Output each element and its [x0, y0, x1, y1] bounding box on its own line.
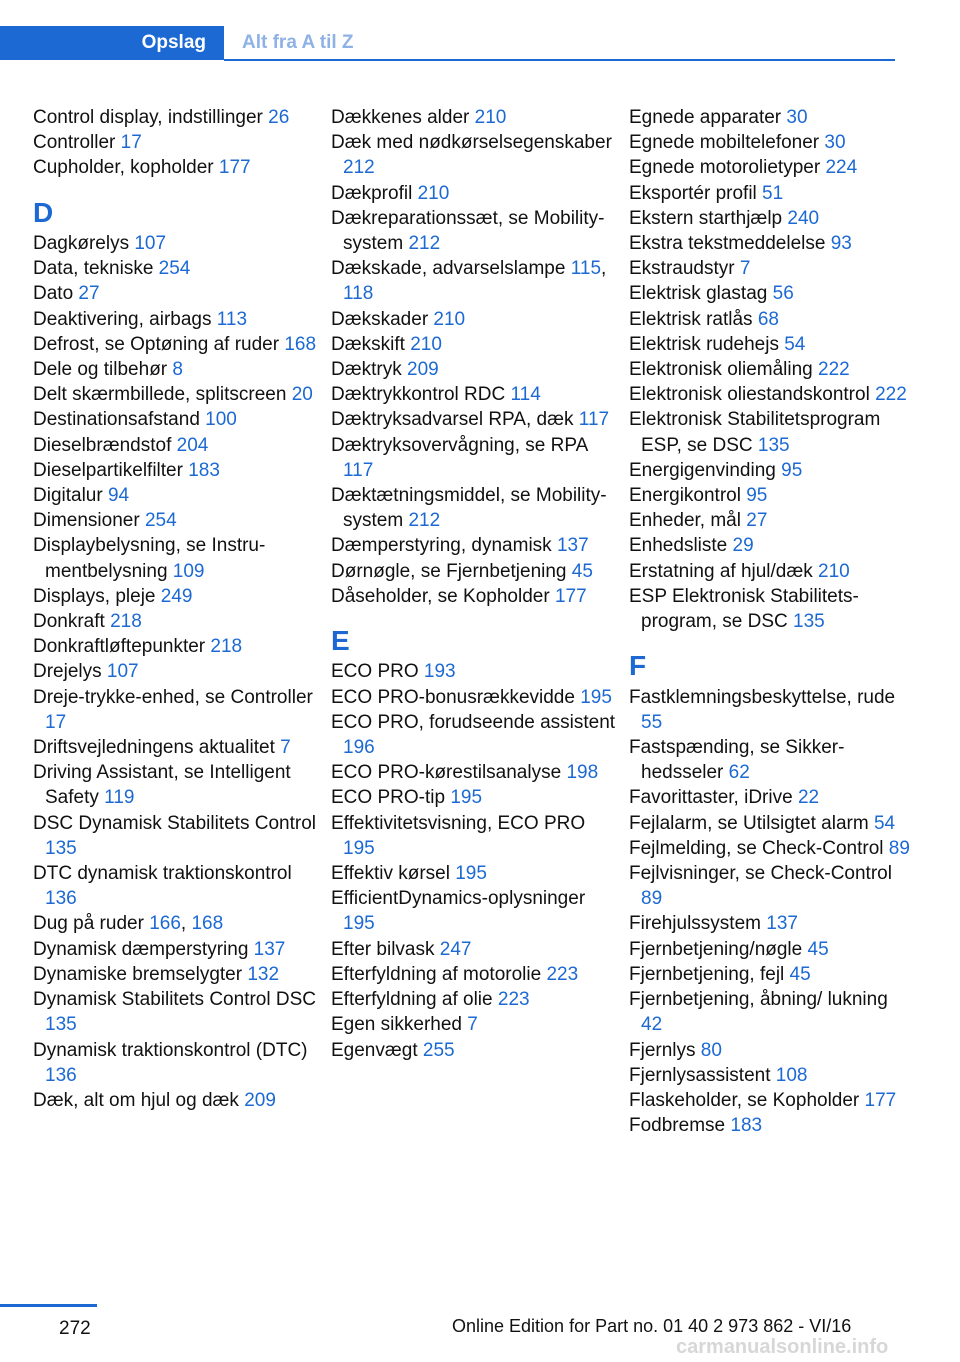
footer-rule	[0, 1304, 97, 1307]
index-column-1	[33, 105, 318, 1113]
index-entry	[33, 130, 318, 155]
index-term: Elektronisk Stabilitetsprogram ESP, se DSC	[629, 409, 881, 456]
index-entry	[629, 811, 914, 836]
index-entry	[33, 382, 318, 407]
index-term: Elektrisk ratlås	[629, 308, 758, 330]
index-term: Elektrisk glastag	[629, 283, 773, 305]
index-term: Enhedsliste	[629, 535, 733, 557]
index-entry	[629, 256, 914, 281]
page-link[interactable]: 117	[343, 459, 374, 481]
index-entry	[331, 1038, 616, 1063]
page-link[interactable]: 195	[580, 686, 612, 708]
index-term: Effektiv kørsel	[331, 863, 456, 885]
index-column-2	[331, 105, 616, 1063]
index-term: Fejlvisninger, se Check-Control	[629, 863, 892, 885]
index-term: Fodbremse	[629, 1115, 731, 1137]
index-entry	[629, 584, 914, 634]
index-entry	[33, 634, 318, 659]
index-entry	[331, 987, 616, 1012]
index-term: Dimensioner	[33, 510, 145, 532]
index-term: Erstatning af hjul/dæk	[629, 560, 819, 582]
index-entry	[629, 231, 914, 256]
index-term: ECO PRO-bonusrækkevidde	[331, 686, 581, 708]
index-entry	[33, 533, 318, 583]
index-term: Elektrisk rudehejs	[629, 333, 785, 355]
index-entry	[33, 735, 318, 760]
index-entry	[33, 937, 318, 962]
index-entry	[331, 533, 616, 558]
index-term: Egnede motorolietyper	[629, 157, 826, 179]
index-term: Driving Assistant, se Intelligent Safety	[33, 762, 291, 809]
page-link[interactable]: 254	[144, 510, 177, 532]
index-term: Elektronisk oliemåling	[629, 359, 819, 381]
page-link[interactable]: 177	[864, 1089, 897, 1111]
index-entry	[331, 206, 616, 256]
page-link[interactable]: 26	[268, 107, 290, 128]
index-term: Dørnøgle, se Fjernbetjening	[331, 560, 572, 582]
page-link[interactable]: 135	[45, 1014, 77, 1036]
watermark: carmanualsonline.info	[676, 1336, 889, 1358]
index-entry	[629, 307, 914, 332]
page-link[interactable]: 195	[455, 863, 487, 885]
index-term: ECO PRO	[331, 661, 424, 683]
index-term: Displaybelysning, se Instrumentbelysning	[33, 535, 266, 582]
index-term: Controller	[33, 132, 121, 154]
index-term: Dækreparationssæt, se Mobility-system	[331, 207, 605, 255]
index-term: Fejlmelding, se Check-Control	[629, 837, 889, 859]
index-term: Data, tekniske	[33, 258, 159, 280]
page-link[interactable]: 68	[757, 308, 779, 330]
index-term: Favorittaster, iDrive	[629, 787, 798, 809]
page-link[interactable]: 115	[570, 258, 602, 280]
index-term: Dæktryk	[331, 359, 407, 381]
page-link[interactable]: 168	[284, 333, 317, 355]
index-entry	[331, 256, 616, 306]
page-link[interactable]: 100	[205, 409, 237, 431]
index-entry	[33, 105, 318, 130]
page-link[interactable]: 195	[450, 787, 483, 809]
page-link[interactable]: 222	[875, 384, 907, 406]
page-link[interactable]: 7	[467, 1014, 478, 1036]
page-link[interactable]: 45	[807, 938, 829, 960]
index-entry	[331, 1012, 616, 1037]
page-link[interactable]: 17	[120, 132, 142, 154]
page-link[interactable]: 137	[253, 938, 286, 960]
page-link[interactable]: 93	[830, 233, 852, 255]
index-term: Dæk, alt om hjul og dæk	[33, 1089, 245, 1111]
index-entry	[331, 962, 616, 987]
index-entry	[331, 584, 616, 609]
index-entry	[629, 332, 914, 357]
index-entry	[33, 281, 318, 306]
page-link[interactable]: 29	[732, 535, 754, 557]
page-link[interactable]: 210	[410, 333, 442, 355]
page-link[interactable]: 223	[546, 963, 579, 985]
index-entry	[33, 659, 318, 684]
index-term: Fjernlysassistent	[629, 1064, 776, 1086]
index-term: Dele og tilbehør	[33, 359, 173, 381]
index-entry	[33, 357, 318, 382]
index-term: Ekstra tekstmeddelelse	[629, 233, 831, 255]
page-separator: ,	[180, 913, 192, 935]
page-link[interactable]: 20	[291, 384, 313, 406]
header-tabs	[0, 26, 895, 60]
page-link[interactable]: 212	[408, 510, 441, 532]
index-entry	[629, 130, 914, 155]
edition-note: Online Edition for Part no. 01 40 2 973 862 - VI/16	[452, 1316, 852, 1336]
index-term: Eksportér profil	[629, 182, 763, 204]
page-link[interactable]: 166	[149, 913, 181, 935]
index-entry	[33, 256, 318, 281]
index-entry	[33, 685, 318, 735]
index-entry	[629, 508, 914, 533]
index-entry	[33, 1038, 318, 1088]
index-term: Energikontrol	[629, 485, 747, 507]
index-entry	[331, 307, 616, 332]
index-entry	[331, 483, 616, 533]
page-link[interactable]: 30	[824, 132, 846, 154]
index-term: Dieselbrændstof	[33, 434, 177, 456]
index-entry	[629, 1063, 914, 1088]
index-term: Egnede apparater	[629, 107, 787, 128]
page-link[interactable]: 135	[757, 434, 790, 456]
index-term: Fjernbetjening/nøgle	[629, 938, 808, 960]
index-term: Dæktryksadvarsel RPA, dæk	[331, 409, 579, 431]
index-term: Egen sikkerhed	[331, 1014, 468, 1036]
page-link[interactable]: 89	[888, 837, 910, 859]
page-link[interactable]: 117	[578, 409, 610, 431]
page-link[interactable]: 222	[818, 359, 850, 381]
index-term: Cupholder, kopholder	[33, 157, 219, 179]
index-term: ECO PRO-kørestilsanalyse	[331, 762, 567, 784]
index-term: Donkraft	[33, 611, 111, 633]
page-link[interactable]: 193	[423, 661, 456, 683]
page-link[interactable]: 210	[818, 560, 850, 582]
index-term: Defrost, se Optøning af ruder	[33, 333, 285, 355]
index-entry	[331, 811, 616, 861]
page-link[interactable]: 249	[160, 585, 193, 607]
page-link[interactable]: 212	[343, 157, 375, 179]
page-link[interactable]: 132	[247, 963, 280, 985]
page-link[interactable]: 22	[797, 787, 820, 809]
page-link[interactable]: 108	[775, 1064, 808, 1086]
page-link[interactable]: 95	[746, 485, 768, 507]
index-term: Dæktryksovervågning, se RPA	[331, 434, 588, 456]
index-entry	[33, 433, 318, 458]
index-entry	[331, 559, 616, 584]
index-entry	[331, 785, 616, 810]
index-entry	[331, 659, 616, 684]
index-entry	[33, 962, 318, 987]
page-link[interactable]: 254	[158, 258, 191, 280]
page-link[interactable]: 45	[789, 963, 811, 985]
index-term: Dato	[33, 283, 79, 305]
page-link[interactable]: 210	[433, 308, 466, 330]
index-entry	[33, 307, 318, 332]
index-term: Destinationsafstand	[33, 409, 206, 431]
page-link[interactable]: 56	[772, 283, 794, 305]
page-link[interactable]: 80	[700, 1039, 722, 1061]
index-entry	[629, 1113, 914, 1138]
index-entry	[33, 760, 318, 810]
index-term: Enheder, mål	[629, 510, 747, 532]
index-entry	[629, 458, 914, 483]
index-entry	[331, 407, 616, 432]
page-link[interactable]: 195	[343, 837, 375, 859]
page-link[interactable]: 137	[556, 535, 589, 557]
index-entry	[629, 911, 914, 936]
index-entry	[33, 332, 318, 357]
page-link[interactable]: 114	[510, 384, 541, 406]
index-term: Efterfyldning af olie	[331, 989, 498, 1011]
page-link[interactable]: 195	[343, 913, 375, 935]
page-link[interactable]: 7	[739, 258, 751, 280]
index-entry	[33, 483, 318, 508]
index-entry	[33, 231, 318, 256]
index-entry	[33, 811, 318, 861]
page-link[interactable]: 119	[104, 787, 135, 809]
tab-opslag[interactable]: Opslag	[0, 26, 224, 60]
page-link[interactable]: 218	[210, 636, 243, 658]
page-link[interactable]: 209	[244, 1089, 276, 1111]
page-link[interactable]: 54	[784, 333, 806, 355]
index-entry	[331, 357, 616, 382]
index-term: Drejelys	[33, 661, 107, 683]
index-entry	[629, 382, 914, 407]
index-entry	[629, 483, 914, 508]
page-link[interactable]: 118	[343, 283, 374, 305]
page-link[interactable]: 42	[641, 1014, 663, 1036]
index-term: Deaktivering, airbags	[33, 308, 217, 330]
page-link[interactable]: 209	[407, 359, 439, 381]
index-entry	[33, 508, 318, 533]
index-entry	[629, 685, 914, 735]
index-entry	[629, 181, 914, 206]
page-link[interactable]: 135	[45, 837, 77, 859]
index-term: Fastklemningsbeskyttelse, rude	[629, 686, 896, 708]
index-entry	[629, 281, 914, 306]
index-term: Dug på ruder	[33, 913, 150, 935]
index-term: Displays, pleje	[33, 585, 161, 607]
index-entry	[33, 1088, 318, 1113]
page-link[interactable]: 113	[216, 308, 248, 330]
page-link[interactable]: 136	[45, 1064, 77, 1086]
index-entry	[33, 911, 318, 936]
index-term: Elektronisk oliestandskontrol	[629, 384, 876, 406]
index-entry	[629, 836, 914, 861]
index-entry	[629, 407, 914, 457]
index-entry	[629, 206, 914, 231]
page-link[interactable]: 223	[497, 989, 530, 1011]
index-entry	[33, 407, 318, 432]
page-link[interactable]: 204	[176, 434, 209, 456]
index-term: ECO PRO-tip	[331, 787, 451, 809]
index-term: Dynamiske bremselygter	[33, 963, 248, 985]
index-term: Dæmperstyring, dynamisk	[331, 535, 557, 557]
page-link[interactable]: 196	[343, 737, 375, 759]
index-entry	[629, 962, 914, 987]
page-link[interactable]: 183	[730, 1115, 763, 1137]
page-separator: ,	[601, 258, 607, 280]
section-letter: E	[331, 625, 350, 657]
page-link[interactable]: 198	[566, 762, 599, 784]
section-letter: D	[33, 196, 54, 228]
index-term: Dækskade, advarselslampe	[331, 258, 571, 280]
page-link[interactable]: 210	[417, 182, 450, 204]
page-link[interactable]: 95	[781, 459, 803, 481]
tab-alt-fra-a-til-z[interactable]: Alt fra A til Z	[242, 32, 354, 53]
page-link[interactable]: 212	[408, 233, 441, 255]
page-link[interactable]: 54	[873, 812, 896, 834]
index-term: Efterfyldning af motorolie	[331, 963, 547, 985]
page-link[interactable]: 30	[786, 107, 808, 128]
page-link[interactable]: 183	[188, 459, 220, 481]
index-entry	[331, 332, 616, 357]
index-term: Fejlalarm, se Utilsigtet alarm	[629, 812, 874, 834]
page-link[interactable]: 107	[106, 661, 139, 683]
index-term: Donkraftløftepunkter	[33, 636, 211, 658]
page-link[interactable]: 45	[571, 560, 593, 582]
index-entry	[629, 861, 914, 911]
index-term: Dæktrykkontrol RDC	[331, 384, 511, 406]
index-entry	[629, 1088, 914, 1113]
index-term: Control display, indstillinger	[33, 107, 269, 128]
index-term: Ekstraudstyr	[629, 258, 740, 280]
page-link[interactable]: 27	[78, 283, 100, 305]
index-term: Dynamisk dæmperstyring	[33, 938, 254, 960]
index-term: Flaskeholder, se Kopholder	[629, 1089, 865, 1111]
index-column-3	[629, 105, 914, 1138]
index-entry	[331, 760, 616, 785]
page-link[interactable]: 51	[762, 182, 784, 204]
index-entry	[33, 584, 318, 609]
index-entry	[331, 105, 616, 130]
index-term: Egnede mobiltelefoner	[629, 132, 825, 154]
index-term: Delt skærmbillede, splitscreen	[33, 384, 292, 406]
index-entry	[331, 861, 616, 886]
page-link[interactable]: 224	[825, 157, 858, 179]
page-link[interactable]: 8	[172, 359, 183, 381]
index-entry	[331, 130, 616, 180]
index-entry	[33, 609, 318, 634]
page-link[interactable]: 89	[641, 888, 663, 910]
index-entry	[33, 155, 318, 180]
index-term: Energigenvinding	[629, 459, 782, 481]
index-term: Dynamisk traktionskontrol (DTC)	[33, 1039, 308, 1061]
index-entry	[33, 987, 318, 1037]
index-term: Dæk med nødkørselsegenskaber	[331, 132, 612, 154]
index-entry	[331, 937, 616, 962]
index-term: DTC dynamisk traktionskontrol	[33, 863, 292, 885]
index-term: Dækskader	[331, 308, 434, 330]
index-term: Digitalur	[33, 485, 108, 507]
index-entry	[629, 357, 914, 382]
index-entry	[331, 685, 616, 710]
index-entry	[629, 937, 914, 962]
index-entry	[331, 433, 616, 483]
index-term: Dåseholder, se Kopholder	[331, 585, 555, 607]
index-entry	[33, 861, 318, 911]
tab-divider	[224, 59, 895, 61]
index-entry	[331, 710, 616, 760]
index-term: Efter bilvask	[331, 938, 440, 960]
index-term: Dækkenes alder	[331, 107, 475, 128]
index-term: Driftsvejledningens aktualitet	[33, 737, 281, 759]
index-entry	[629, 155, 914, 180]
page-link[interactable]: 255	[422, 1039, 455, 1061]
index-term: Ekstern starthjælp	[629, 207, 788, 229]
index-entry	[33, 458, 318, 483]
index-term: Dækprofil	[331, 182, 418, 204]
page-link[interactable]: 210	[474, 107, 507, 128]
page-link[interactable]: 94	[107, 485, 130, 507]
index-entry	[331, 886, 616, 936]
page-link[interactable]: 107	[134, 233, 167, 254]
index-entry	[629, 1038, 914, 1063]
index-term: ESP Elektronisk Stabilitetsprogram, se DSC	[629, 585, 859, 633]
index-term: Fastspænding, se Sikkerhedsseler	[629, 737, 845, 784]
index-entry	[629, 533, 914, 558]
page-link[interactable]: 137	[766, 913, 798, 935]
page-link[interactable]: 247	[439, 938, 472, 960]
index-term: Fjernlys	[629, 1039, 701, 1061]
index-entry	[629, 105, 914, 130]
index-entry	[629, 987, 914, 1037]
page-link[interactable]: 62	[728, 762, 750, 784]
page-link[interactable]: 109	[172, 560, 205, 582]
page-link[interactable]: 17	[45, 711, 67, 733]
section-letter: F	[629, 650, 647, 682]
index-term: Fjernbetjening, åbning/ lukning	[629, 989, 888, 1011]
index-entry	[331, 382, 616, 407]
index-term: Dæktætningsmiddel, se Mobility-system	[331, 485, 607, 532]
index-entry	[629, 735, 914, 785]
page-link[interactable]: 136	[45, 888, 77, 910]
index-term: Dagkørelys	[33, 233, 135, 254]
page-link[interactable]: 27	[746, 510, 768, 532]
index-term: Effektivitetsvisning, ECO PRO	[331, 812, 586, 834]
page-link[interactable]: 240	[787, 207, 820, 229]
index-term: Dieselpartikelfilter	[33, 459, 189, 481]
index-term: Egenvægt	[331, 1039, 423, 1061]
index-term: ECO PRO, forudseende assistent	[331, 711, 616, 733]
index-entry	[331, 181, 616, 206]
index-entry	[629, 785, 914, 810]
index-term: Dækskift	[331, 333, 411, 355]
page-link[interactable]: 168	[191, 913, 224, 935]
page-link[interactable]: 135	[793, 611, 825, 633]
index-term: Fjernbetjening, fejl	[629, 963, 790, 985]
index-term: DSC Dynamisk Stabilitets Control	[33, 812, 316, 834]
page-link[interactable]: 177	[554, 585, 587, 607]
index-term: Firehjulssystem	[629, 913, 767, 935]
page-link[interactable]: 7	[280, 737, 291, 759]
page-link[interactable]: 218	[110, 611, 142, 633]
index-term: EfficientDynamics-oplysninger	[331, 888, 586, 910]
index-entry	[629, 559, 914, 584]
page-link[interactable]: 177	[218, 157, 251, 179]
page-number: 272	[59, 1318, 91, 1339]
index-term: Dynamisk Stabilitets Control DSC	[33, 989, 316, 1011]
index-term: Dreje-trykke-enhed, se Controller	[33, 686, 313, 708]
page-link[interactable]: 55	[641, 711, 663, 733]
